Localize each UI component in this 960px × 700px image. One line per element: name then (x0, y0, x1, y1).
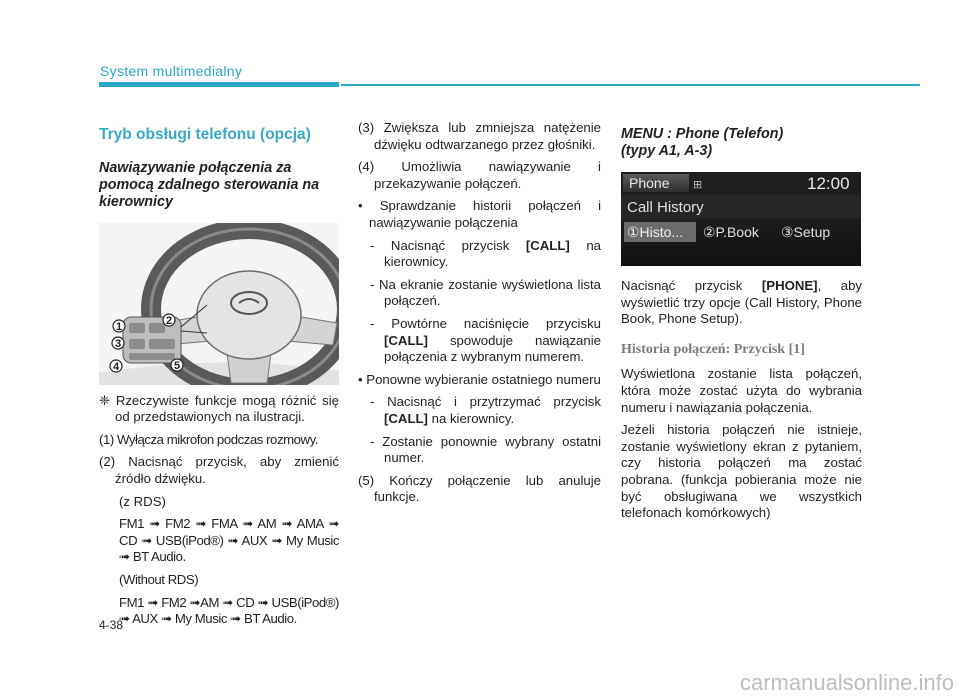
menu-phone-heading (621, 126, 862, 160)
call-history-paragraph: Wyświetlona zostanie lista połączeń, która może zostać użyta do wybrania numeru i nawiązania połączenia. (621, 366, 862, 415)
dash-hold-call (358, 394, 601, 427)
section-title: System multimedialny (100, 63, 243, 79)
dash-redialed: - Zostanie ponownie wybrany ostatni numer. (370, 433, 601, 466)
screen-mode-label: Phone (629, 175, 670, 191)
column-middle (358, 120, 601, 512)
figure-label-3: 3 (115, 337, 122, 350)
header-accent-bar (99, 82, 339, 87)
item-5-end-call: (5) Kończy połączenie lub anuluje funkcje. (358, 472, 601, 505)
item-4-call: (4) Umożliwia nawiązywanie i przekazywanie połączeń. (358, 159, 601, 191)
figure-label-2: 2 (166, 314, 173, 327)
phone-button-paragraph (621, 278, 862, 328)
call-history-heading: Historia połączeń: Przycisk [1] (621, 341, 805, 357)
rds-sequence: FM1 ➟ FM2 ➟ FMA ➟ AM ➟ AMA ➟ CD ➟ USB(iPod®) ➟ AUX ➟ My Music ➟ BT Audio. (119, 516, 339, 565)
dash-text: - Powtórne naciśnięcie przycisku (370, 315, 601, 331)
column-left (99, 120, 339, 634)
screen-clock: 12:00 (807, 174, 850, 193)
dash-press-call (358, 238, 601, 271)
phone-screen-display (621, 172, 861, 266)
figure-label-4: 4 (113, 360, 120, 373)
screen-tab-history[interactable]: ①Histo... (627, 224, 684, 240)
steering-remote-heading: Nawiązywanie połączenia za pomocą zdalnego sterowania na kierownicy (99, 159, 320, 210)
watermark: carmanualsonline.info (739, 670, 954, 695)
rds-label: (z RDS) (119, 493, 166, 509)
phone-key-label: [PHONE] (761, 278, 818, 293)
column-right (621, 120, 862, 528)
header-rule (341, 84, 920, 86)
figure-label-5: 5 (174, 359, 181, 372)
illustration-note: ❈ Rzeczywiste funkcje mogą różnić się od przedstawionych na ilustracji. (99, 392, 339, 425)
item-3-volume: (3) Zwiększa lub zmniejsza natężenie dźwięku odtwarzanego przez głośniki. (358, 120, 601, 152)
steering-wheel-icon (99, 223, 339, 385)
call-key-label: [CALL] (384, 410, 428, 426)
menu-phone-heading-line1: MENU : Phone (Telefon) (621, 126, 784, 142)
dash-text: - Nacisnąć przycisk (370, 237, 526, 253)
menu-phone-heading-line2: (typy A1, A-3) (621, 143, 713, 159)
figure-label-1: 1 (116, 320, 123, 333)
dash-text: na kierownicy. (427, 410, 515, 426)
dash-text: spowoduje nawiązanie połączenia z wybranym numerem. (384, 332, 601, 365)
phone-badge-icon: ⊞ (693, 178, 703, 191)
bullet-call-history: • Sprawdzanie historii połączeń i nawiązywanie połączenia (358, 198, 601, 230)
para-text: Nacisnąć przycisk (621, 278, 762, 293)
steering-wheel-figure (99, 223, 339, 385)
no-history-paragraph: Jeżeli historia połączeń nie istnieje, zostanie wyświetlony ekran z pytaniem, czy historia połączeń ma zostać pobrana. (funkcja pobierania może nie być obsługiwana we wszystkich telefonach komórkowych) (621, 422, 862, 521)
phone-mode-heading: Tryb obsługi telefonu (opcja) (99, 126, 311, 143)
screen-tab-setup[interactable]: ③Setup (781, 224, 831, 240)
dash-text: na kierownicy. (384, 237, 601, 270)
item-1-mic-mute: (1) Wyłącza mikrofon podczas rozmowy. (99, 431, 318, 447)
call-key-label: [CALL] (384, 332, 428, 348)
no-rds-sequence: FM1 ➟ FM2 ➟AM ➟ CD ➟ USB(iPod®) ➟ AUX ➟ My Music ➟ BT Audio. (119, 594, 339, 627)
screen-tab-phonebook[interactable]: ②P.Book (703, 224, 759, 240)
para-text: , aby wyświetlić trzy opcje (Call History, Phone Book, Phone Setup). (621, 278, 862, 327)
phone-screen-image (621, 172, 861, 266)
item-2-source: (2) Nacisnąć przycisk, aby zmienić źródło dźwięku. (99, 454, 339, 486)
screen-title: Call History (627, 199, 704, 216)
dash-press-again (358, 316, 601, 366)
no-rds-label: (Without RDS) (119, 571, 199, 587)
bullet-redial: • Ponowne wybieranie ostatniego numeru (358, 371, 601, 387)
dash-text: - Nacisnąć i przytrzymać przycisk (370, 394, 601, 410)
call-key-label: [CALL] (525, 237, 570, 253)
page-number: 4-38 (99, 618, 124, 632)
dash-list-shown: - Na ekranie zostanie wyświetlona lista połączeń. (370, 276, 601, 309)
